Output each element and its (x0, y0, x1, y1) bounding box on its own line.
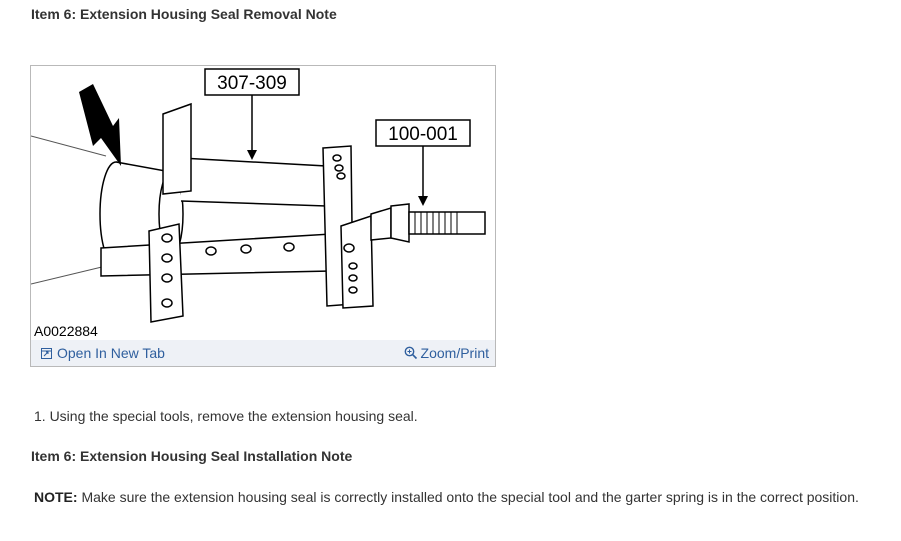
figure-id: A0022884 (34, 323, 98, 339)
zoom-icon (404, 346, 418, 360)
zoom-print-label: Zoom/Print (420, 345, 489, 361)
open-in-new-tab-label: Open In New Tab (57, 345, 165, 361)
figure-toolbar (31, 340, 495, 366)
figure-panel (30, 65, 496, 367)
note-label: NOTE: (34, 489, 78, 505)
note (34, 489, 859, 505)
note-text: Make sure the extension housing seal is correctly installed onto the special tool and the garter spring is in the correct position. (81, 489, 859, 505)
callout-307-309: 307-309 (217, 73, 287, 94)
open-tab-icon (41, 348, 52, 359)
seal-removal-illustration (31, 66, 495, 341)
callout-100-001: 100-001 (388, 124, 458, 145)
zoom-print-link[interactable] (404, 345, 489, 361)
installation-heading: Item 6: Extension Housing Seal Installation Note (31, 448, 353, 464)
removal-heading: Item 6: Extension Housing Seal Removal Note (31, 6, 337, 22)
step-1: 1. Using the special tools, remove the extension housing seal. (34, 408, 418, 424)
open-in-new-tab-link[interactable] (41, 345, 165, 361)
